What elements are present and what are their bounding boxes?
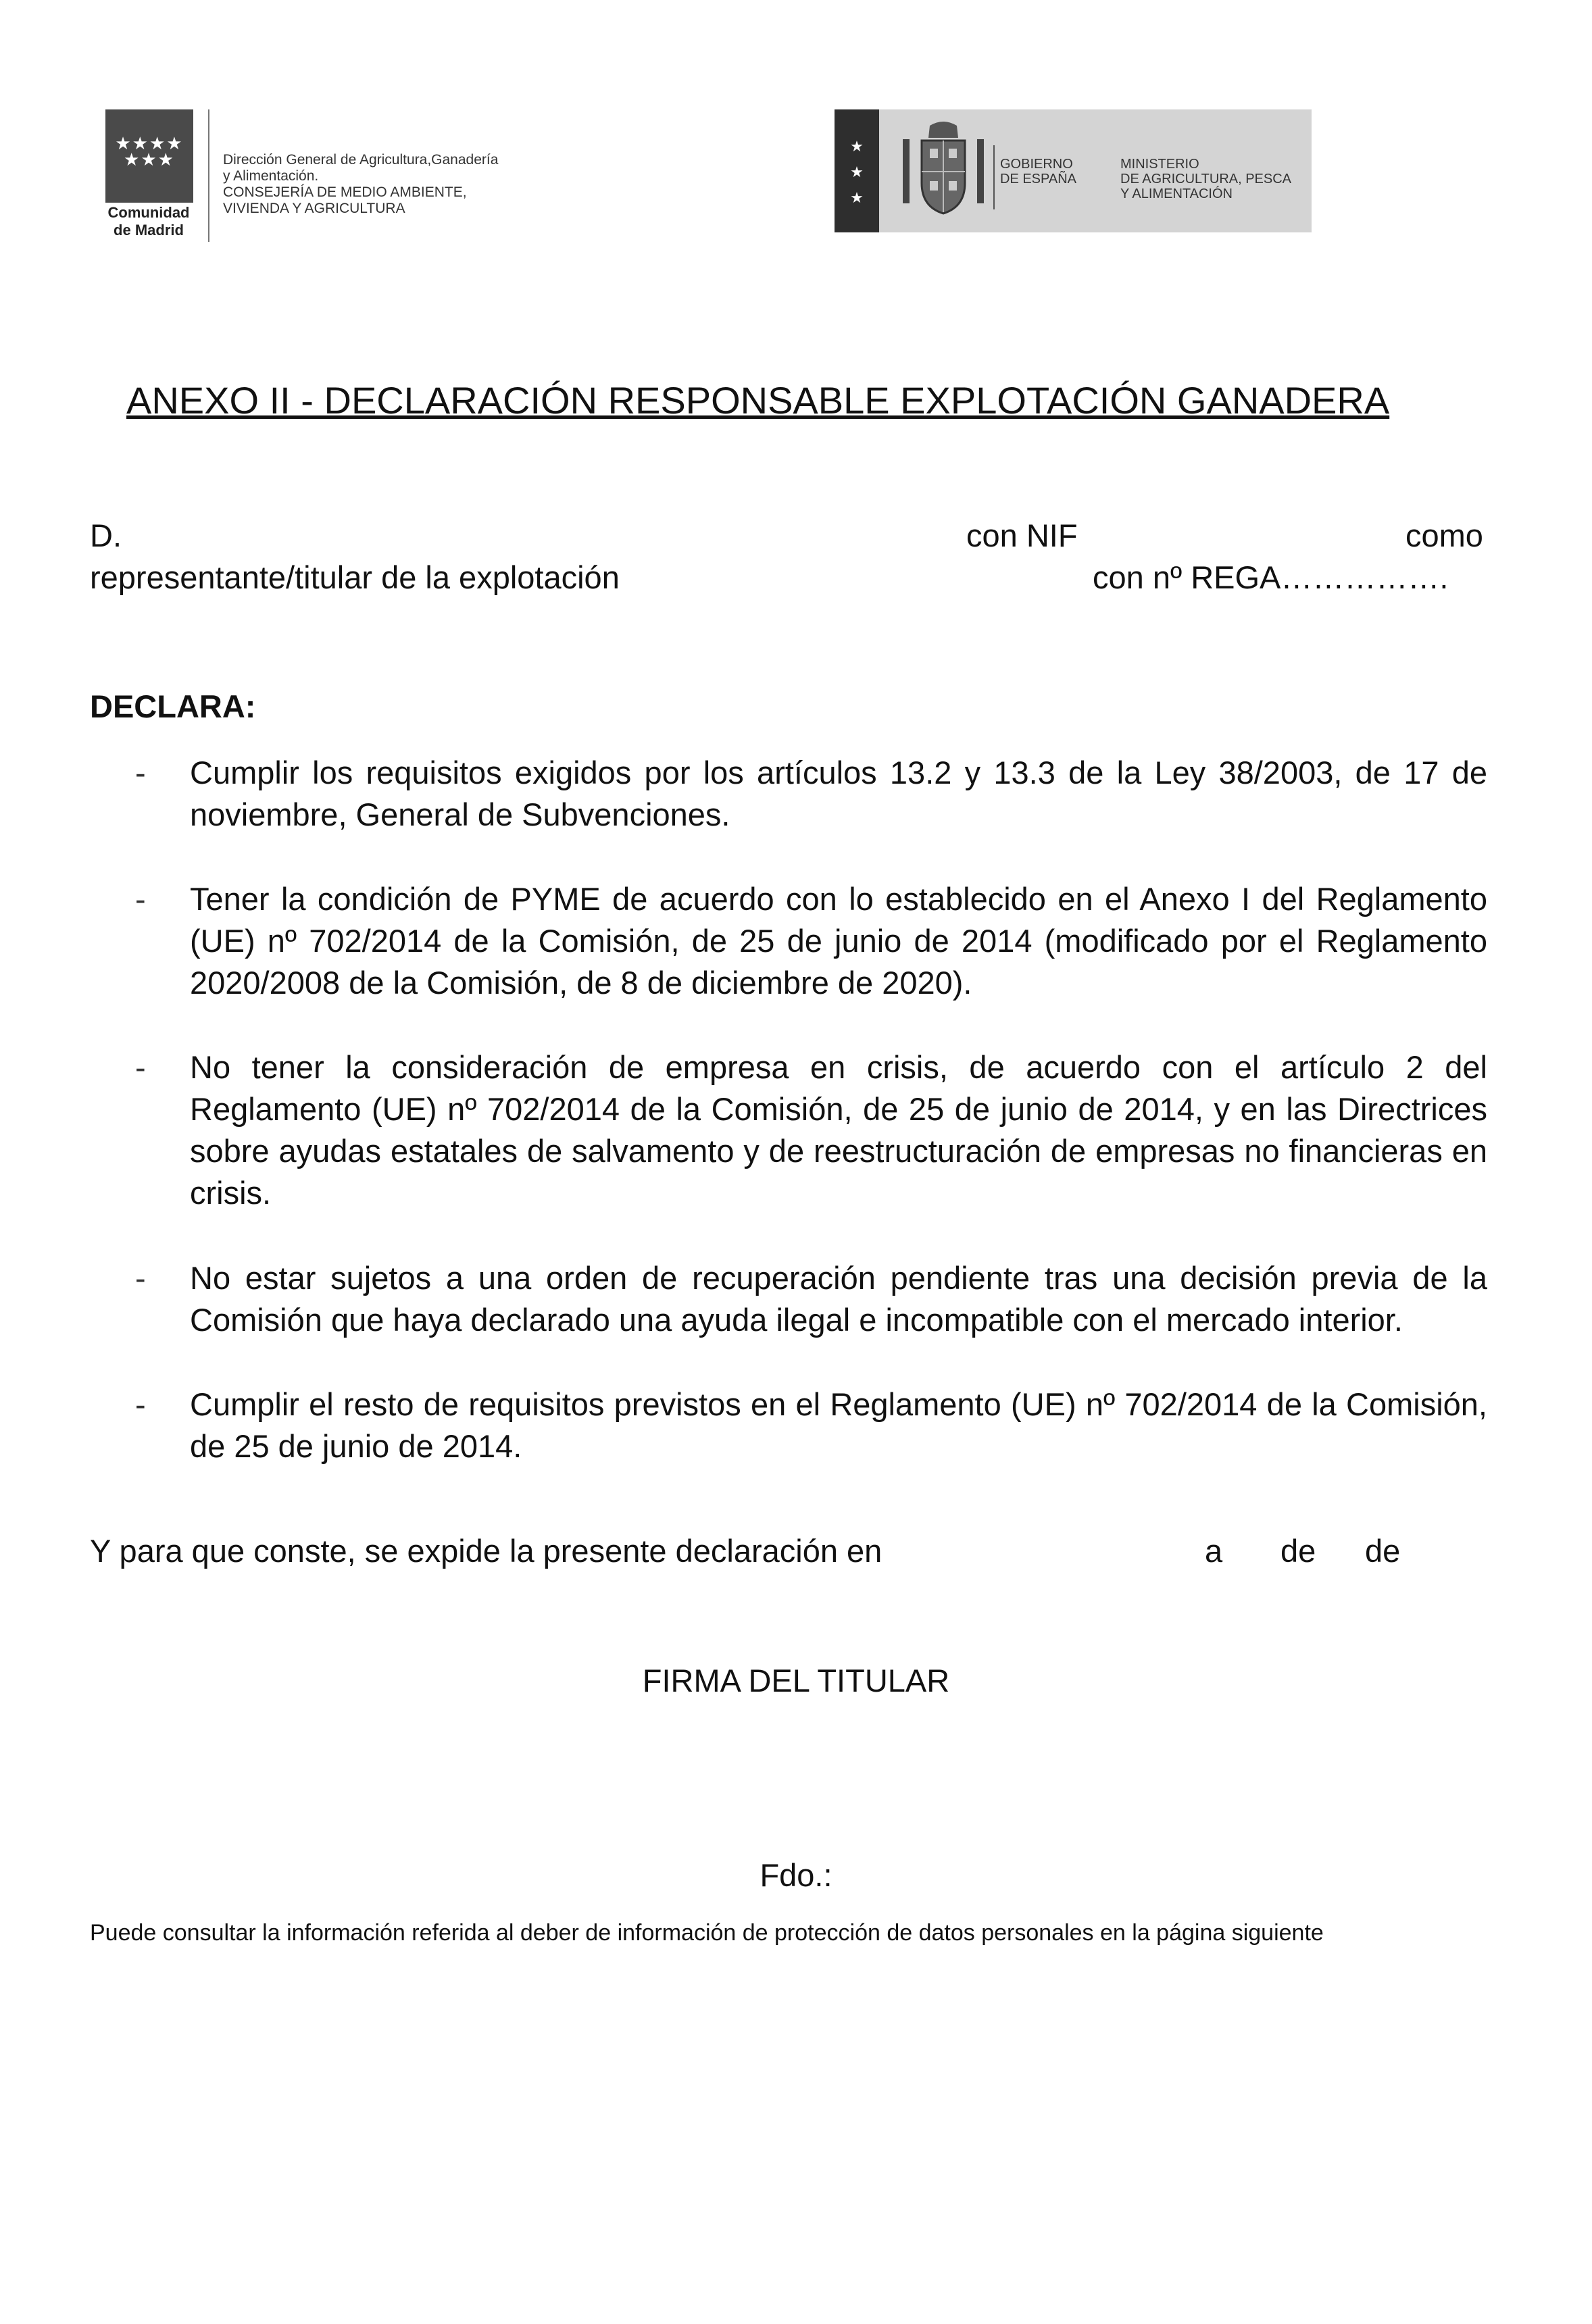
logo-divider [208,109,209,242]
list-bullet: - [135,1260,146,1296]
comunidad-madrid-name [93,204,204,239]
ministerio-line: Y ALIMENTACIÓN [1120,186,1233,201]
nif-label: con NIF [966,517,1078,553]
star-icon: ★ [850,189,864,206]
gobierno-separator [993,145,995,209]
cm-name-line: de Madrid [114,222,184,238]
department-text [223,152,498,217]
document-title: ANEXO II - DECLARACIÓN RESPONSABLE EXPLOTACIÓN GANADERA [126,379,1390,422]
ministerio-line: MINISTERIO [1120,157,1199,172]
star-icon: ★ [850,138,864,155]
department-line: Dirección General de Agricultura,Ganadería [223,152,499,168]
list-bullet: - [135,1386,146,1422]
gobierno-line: DE ESPAÑA [1000,172,1076,186]
footer-note: Puede consultar la información referida al deber de información de protección de datos personales en la página siguiente [90,1920,1324,1946]
list-bullet: - [135,1049,146,1085]
rega-label: con nº REGA……………. [1093,559,1449,595]
declaration-item: No estar sujetos a una orden de recuperación pendiente tras una decisión previa de la Comisión que haya declarado una ayuda ilegal e incompatible con el mercado interior. [190,1260,1487,1338]
declaration-item: Cumplir el resto de requisitos previstos en el Reglamento (UE) nº 702/2014 de la Comisión, de 25 de junio de 2014. [190,1386,1487,1464]
d-label: D. [90,517,122,553]
closing-text: Y para que conste, se expide la presente declaración en [90,1533,882,1569]
gobierno-text [1000,157,1076,186]
signature-heading: FIRMA DEL TITULAR [642,1663,950,1698]
closing-a: a [1205,1533,1223,1569]
list-bullet: - [135,881,146,917]
fdo-label: Fdo.: [760,1857,832,1893]
star-icon: ★ [850,163,864,180]
ministerio-text [1120,157,1291,201]
closing-de: de [1280,1533,1316,1569]
declaration-item: Tener la condición de PYME de acuerdo con lo establecido en el Anexo I del Reglamento (UE) nº 702/2014 de la Comisión, de 25 de junio de 2014 (modificado por el Reglamento 2020/2008 de la Comisión, de 8 de diciembre de 2020). [190,881,1487,1001]
department-line: VIVIENDA Y AGRICULTURA [223,201,405,216]
cm-name-line: Comunidad [107,204,190,221]
list-bullet: - [135,755,146,790]
ministerio-line: DE AGRICULTURA, PESCA [1120,172,1292,186]
declaration-item: No tener la consideración de empresa en crisis, de acuerdo con el artículo 2 del Reglamento (UE) nº 702/2014 de la Comisión, de 25 de junio de 2014, y en las Directrices sobre ayudas estatales de salvamento y de reestructuración de empresas no financieras en crisis. [190,1049,1487,1211]
representante-label: representante/titular de la explotación [90,559,620,595]
como-label: como [1406,517,1483,553]
gobierno-line: GOBIERNO [1000,157,1073,172]
closing-de: de [1365,1533,1401,1569]
coat-of-arms-icon [896,119,991,220]
madrid-stars-icon: ★★★★ ★★★ [115,133,184,170]
department-line: y Alimentación. [223,168,319,184]
department-line: CONSEJERÍA DE MEDIO AMBIENTE, [223,184,467,200]
declara-heading: DECLARA: [90,688,256,724]
declaration-item: Cumplir los requisitos exigidos por los artículos 13.2 y 13.3 de la Ley 38/2003, de 17 de noviembre, General de Subvenciones. [190,755,1487,832]
